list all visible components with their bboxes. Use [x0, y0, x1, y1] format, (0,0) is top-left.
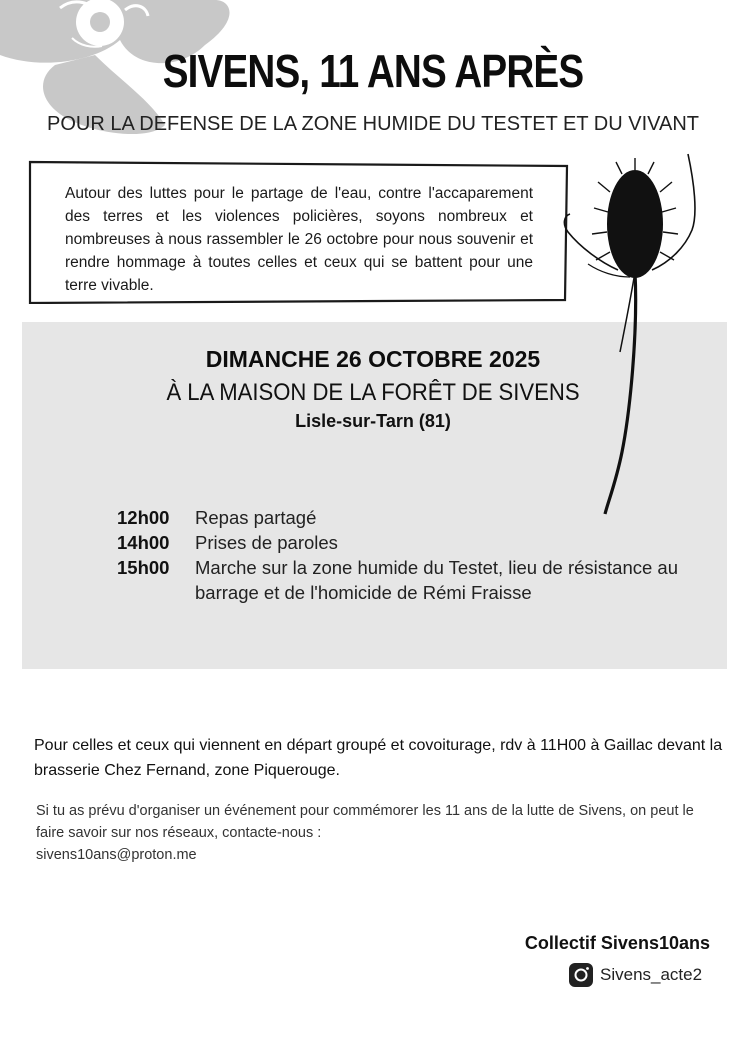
- schedule-time: 14h00: [117, 532, 170, 553]
- schedule-label: Marche sur la zone humide du Testet, lieu de résistance au barrage et de l'homicide de Rémi Fraisse: [195, 557, 678, 603]
- poster-subtitle: POUR LA DEFENSE DE LA ZONE HUMIDE DU TESTET ET DU VIVANT: [47, 113, 699, 135]
- event-venue: À LA MAISON DE LA FORÊT DE SIVENS: [166, 379, 580, 406]
- schedule-row: [117, 530, 717, 555]
- contact-email[interactable]: sivens10ans@proton.me: [36, 847, 197, 863]
- collective-name: Collectif Sivens10ans: [524, 933, 710, 953]
- instagram-link[interactable]: [568, 962, 702, 988]
- schedule-row: [117, 505, 717, 530]
- poster-title: SIVENS, 11 ANS APRÈS: [162, 45, 584, 97]
- event-date: DIMANCHE 26 OCTOBRE 2025: [205, 346, 541, 372]
- schedule-time: 15h00: [117, 557, 170, 578]
- event-note: [36, 800, 716, 866]
- schedule-time: 12h00: [117, 507, 170, 528]
- instagram-icon: [568, 962, 594, 988]
- schedule-row: [117, 555, 717, 605]
- intro-text: Autour des luttes pour le partage de l'eau, contre l'accaparement des terres et les violences policières, soyons nombreux et nombreuses à nous rassembler le 26 octobre pour nous souvenir et rendre hommage à toutes celles et ceux qui se battent pour une terre vivable.: [65, 185, 533, 294]
- event-town: Lisle-sur-Tarn (81): [295, 411, 451, 431]
- instagram-handle: Sivens_acte2: [600, 965, 703, 984]
- schedule: [117, 505, 717, 605]
- teasel-illustration: [560, 152, 710, 522]
- schedule-label: Prises de paroles: [195, 532, 338, 553]
- event-note-text: Si tu as prévu d'organiser un événement pour commémorer les 11 ans de la lutte de Sivens, on peut le faire savoir sur nos réseaux, contacte-nous :: [36, 803, 694, 841]
- carpool-info: Pour celles et ceux qui viennent en départ groupé et covoiturage, rdv à 11H00 à Gaillac devant la brasserie Chez Fernand, zone Piquerouge.: [34, 737, 723, 779]
- intro-box: [27, 160, 570, 304]
- schedule-label: Repas partagé: [195, 507, 317, 528]
